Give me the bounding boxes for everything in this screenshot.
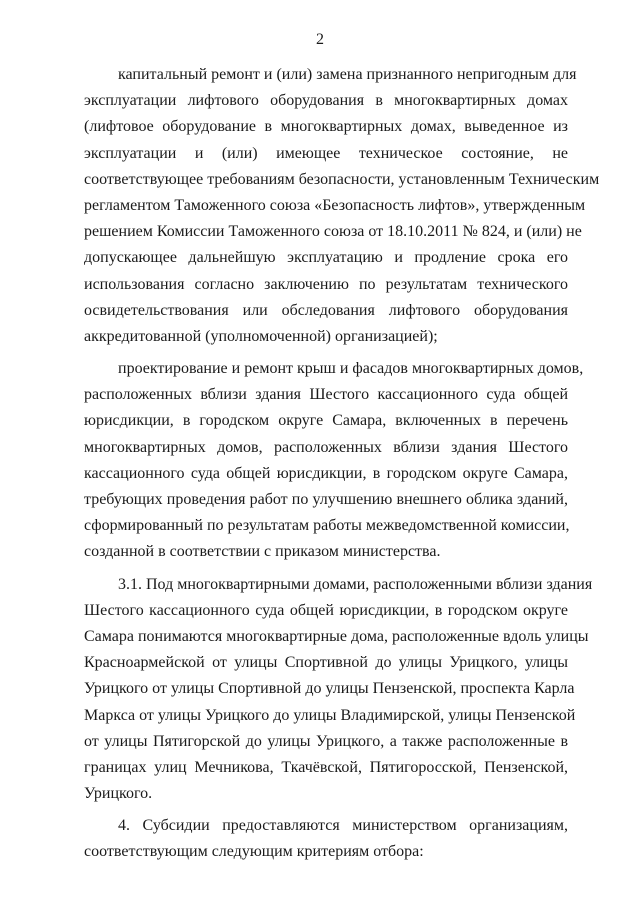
text-line: юрисдикции, в городском округе Самара, включенных в перечень bbox=[84, 412, 568, 430]
text-line: использования согласно заключению по результатам технического bbox=[84, 275, 568, 293]
text-line: соответствующее требованиям безопасности, установленным Техническим bbox=[84, 170, 600, 188]
text-line: регламентом Таможенного союза «Безопасность лифтов», утвержденным bbox=[84, 196, 586, 214]
paragraph bbox=[84, 62, 600, 350]
text-line: эксплуатации и (или) имеющее техническое состояние, не bbox=[84, 144, 568, 162]
text-line: эксплуатации лифтового оборудования в многоквартирных домах bbox=[84, 92, 568, 110]
paragraph bbox=[84, 356, 584, 566]
text-line: Урицкого от улицы Спортивной до улицы Пензенской, проспекта Карла bbox=[84, 680, 575, 698]
text-line: кассационного суда общей юрисдикции, в городском округе Самара, bbox=[84, 464, 568, 482]
text-line: от улицы Пятигорской до улицы Урицкого, а также расположенные в bbox=[84, 732, 568, 750]
text-line: 4. Субсидии предоставляются министерством организациям, bbox=[118, 817, 568, 835]
paragraph bbox=[84, 572, 593, 808]
text-line: Маркса от улицы Урицкого до улицы Владимирской, улицы Пензенской bbox=[84, 706, 576, 724]
text-line: (лифтовое оборудование в многоквартирных домах, выведенное из bbox=[84, 118, 568, 136]
text-line: освидетельствования или обследования лифтового оборудования bbox=[84, 301, 568, 319]
text-line: Урицкого. bbox=[84, 785, 153, 803]
text-line: Красноармейской от улицы Спортивной до улицы Урицкого, улицы bbox=[84, 654, 568, 672]
text-line: 3.1. Под многоквартирными домами, расположенными вблизи здания bbox=[118, 575, 593, 593]
text-line: многоквартирных домов, расположенных вблизи здания Шестого bbox=[84, 438, 568, 456]
paragraph bbox=[84, 813, 568, 865]
text-line: сформированный по результатам работы межведомственной комиссии, bbox=[84, 517, 570, 535]
text-line: созданной в соответствии с приказом министерства. bbox=[84, 543, 441, 561]
text-line: аккредитованной (уполномоченной) организацией); bbox=[84, 327, 438, 345]
document-body bbox=[84, 62, 600, 866]
text-line: решением Комиссии Таможенного союза от 18.10.2011 № 824, и (или) не bbox=[84, 223, 582, 241]
text-line: соответствующим следующим критериям отбора: bbox=[84, 843, 424, 861]
text-line: границах улиц Мечникова, Ткачёвской, Пятигоросской, Пензенской, bbox=[84, 758, 568, 776]
text-line: Самара понимаются многоквартирные дома, расположенные вдоль улицы bbox=[84, 627, 589, 645]
text-line: требующих проведения работ по улучшению внешнего облика зданий, bbox=[84, 491, 568, 508]
text-line: капитальный ремонт и (или) замена признанного непригодным для bbox=[118, 66, 577, 83]
text-line: проектирование и ремонт крыш и фасадов многоквартирных домов, bbox=[118, 360, 584, 378]
text-line: Шестого кассационного суда общей юрисдикции, в городском округе bbox=[84, 601, 568, 619]
page-number: 2 bbox=[316, 31, 324, 48]
text-line: расположенных вблизи здания Шестого кассационного суда общей bbox=[84, 386, 568, 404]
text-line: допускающее дальнейшую эксплуатацию и продление срока его bbox=[84, 249, 568, 267]
